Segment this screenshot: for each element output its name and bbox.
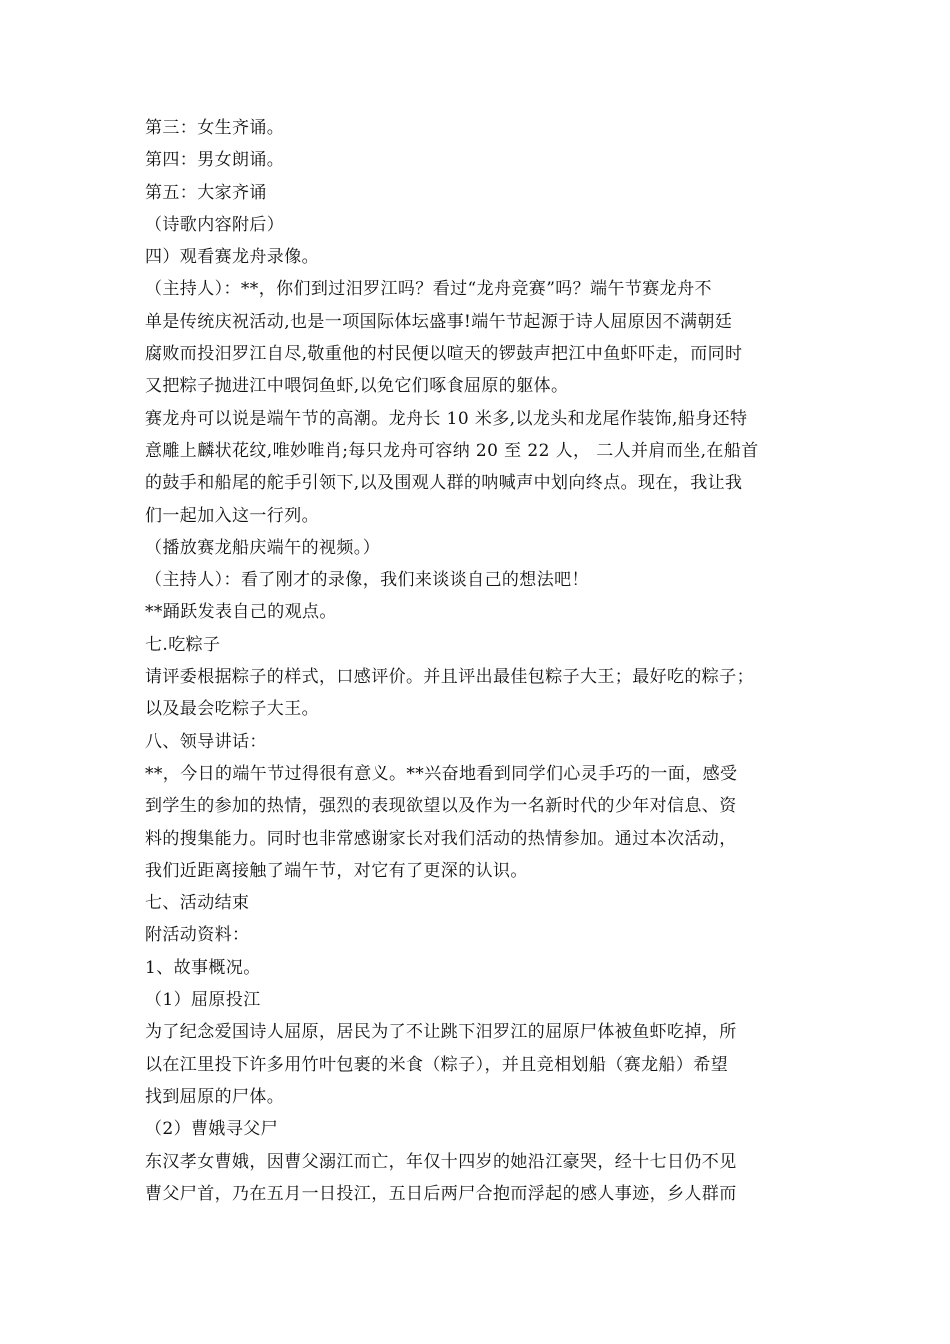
section-heading: 七、活动结束 xyxy=(145,893,250,914)
text-line: 为了纪念爱国诗人屈原，居民为了不让跳下汨罗江的屈原尸体被鱼虾吃掉，所 xyxy=(145,1022,737,1043)
text-line: **，今日的端午节过得很有意义。**兴奋地看到同学们心灵手巧的一面，感受 xyxy=(145,763,738,784)
text-line: （播放赛龙船庆端午的视频。） xyxy=(145,537,381,558)
section-heading: 八、领导讲话： xyxy=(145,731,267,752)
text-line: **踊跃发表自己的观点。 xyxy=(145,602,337,623)
text-line: 以及最会吃粽子大王。 xyxy=(145,699,319,720)
section-heading: 附活动资料： xyxy=(145,925,250,946)
text-line: 东汉孝女曹娥，因曹父溺江而亡，年仅十四岁的她沿江豪哭，经十七日仍不见 xyxy=(145,1151,737,1172)
text-line: 请评委根据粽子的样式，口感评价。并且评出最佳包粽子大王；最好吃的粽子； xyxy=(145,667,754,688)
document-page xyxy=(145,112,810,1210)
text-line: 的鼓手和船尾的舵手引领下,以及围观人群的呐喊声中划向终点。现在，我让我 xyxy=(145,473,743,494)
text-line: 曹父尸首，乃在五月一日投江，五日后两尸合抱而浮起的感人事迹，乡人群而 xyxy=(145,1183,737,1204)
text-line: 腐败而投汨罗江自尽,敬重他的村民便以喧天的锣鼓声把江中鱼虾吓走，而同时 xyxy=(145,344,743,365)
text-line: 料的搜集能力。同时也非常感谢家长对我们活动的热情参加。通过本次活动， xyxy=(145,828,737,849)
section-heading: 四）观看赛龙舟录像。 xyxy=(145,247,319,268)
section-heading: 七.吃粽子 xyxy=(145,634,221,655)
subsection-heading: （1）屈原投江 xyxy=(145,990,261,1011)
text-line: 以在江里投下许多用竹叶包裹的米食（粽子），并且竞相划船（赛龙船）希望 xyxy=(145,1054,729,1075)
text-line: 第三：女生齐诵。 xyxy=(145,118,285,138)
text-line: （主持人）：**，你们到过汨罗江吗？看过“龙舟竞赛”吗？端午节赛龙舟不 xyxy=(145,279,712,300)
text-line: 们一起加入这一行列。 xyxy=(145,505,319,526)
text-line: （主持人）：看了刚才的录像，我们来谈谈自己的想法吧！ xyxy=(145,570,589,591)
subsection-heading: 1、故事概况。 xyxy=(145,957,261,978)
text-line: 赛龙舟可以说是端午节的高潮。龙舟长 10 米多,以龙头和龙尾作装饰,船身还特 xyxy=(145,408,748,429)
text-line: 我们近距离接触了端午节，对它有了更深的认识。 xyxy=(145,860,528,881)
text-line: 又把粽子抛进江中喂饲鱼虾,以免它们啄食屈原的躯体。 xyxy=(145,376,569,397)
text-line: 第四：男女朗诵。 xyxy=(145,150,285,171)
text-line: 找到屈原的尸体。 xyxy=(145,1086,285,1107)
text-line: 到学生的参加的热情，强烈的表现欲望以及作为一名新时代的少年对信息、资 xyxy=(145,796,737,817)
text-line: （诗歌内容附后） xyxy=(145,214,285,235)
subsection-heading: （2）曹娥寻父尸 xyxy=(145,1119,279,1140)
text-line: 第五：大家齐诵 xyxy=(145,182,267,203)
text-line: 意雕上麟状花纹,唯妙唯肖;每只龙舟可容纳 20 至 22 人， 二人并肩而坐,在船首 xyxy=(145,440,759,461)
text-line: 单是传统庆祝活动,也是一项国际体坛盛事!端午节起源于诗人屈原因不满朝廷 xyxy=(145,311,733,332)
